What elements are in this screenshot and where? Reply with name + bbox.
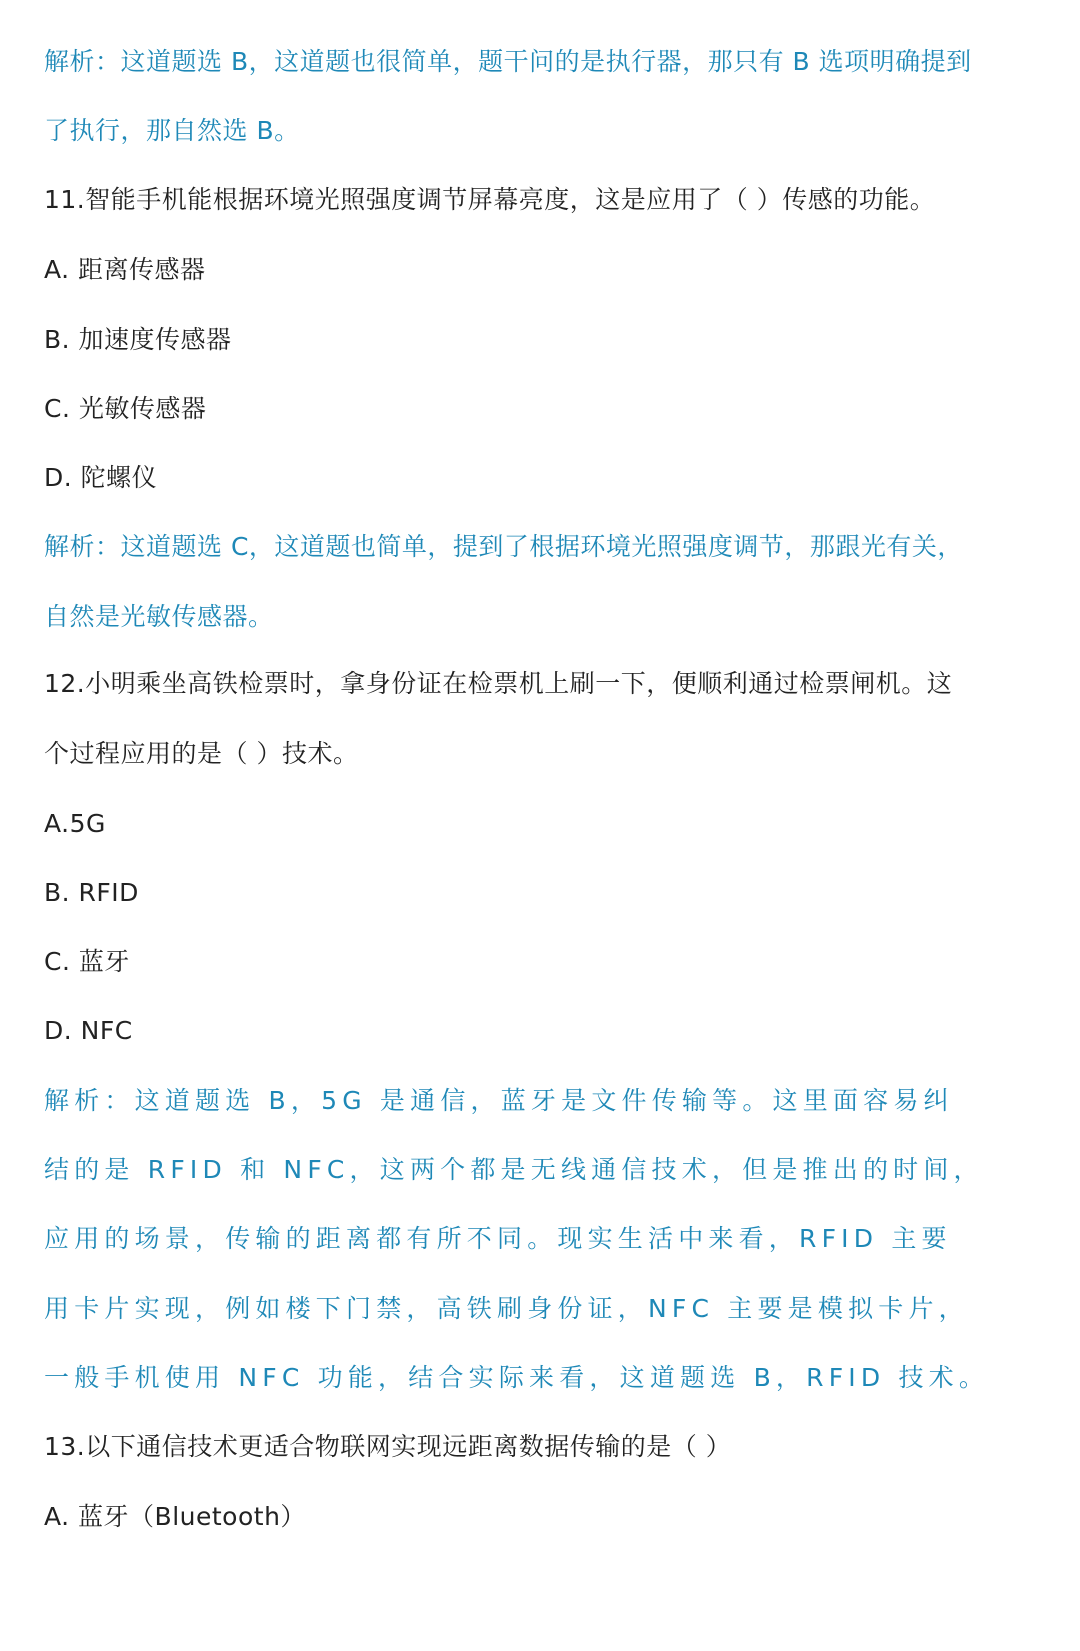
q13-question: 13.以下通信技术更适合物联网实现远距离数据传输的是（ ） [44,1432,732,1461]
q12-analysis-line-5: 一般手机使用 NFC 功能，结合实际来看，这道题选 B，RFID 技术。 [44,1363,990,1392]
q12-analysis-line-2: 结的是 RFID 和 NFC，这两个都是无线通信技术，但是推出的时间， [44,1155,984,1184]
q12-option-b: B. RFID [44,878,139,907]
q11-option-a: A. 距离传感器 [44,255,206,284]
q12-question-line-2: 个过程应用的是（ ）技术。 [44,739,359,768]
q10-analysis-line-2: 了执行，那自然选 B。 [44,116,300,145]
q13-option-a: A. 蓝牙（Bluetooth） [44,1502,306,1531]
q12-analysis-line-3: 应用的场景，传输的距离都有所不同。现实生活中来看，RFID 主要 [44,1224,952,1253]
q10-analysis-line-1: 解析：这道题选 B，这道题也很简单，题干问的是执行器，那只有 B 选项明确提到 [44,47,972,76]
q11-question: 11.智能手机能根据环境光照强度调节屏幕亮度，这是应用了（ ）传感的功能。 [44,185,936,214]
q11-analysis-line-2: 自然是光敏传感器。 [44,602,274,631]
q12-analysis-line-1: 解析：这道题选 B，5G 是通信，蓝牙是文件传输等。这里面容易纠 [44,1086,954,1115]
q12-option-a: A.5G [44,809,106,838]
q12-option-c: C. 蓝牙 [44,947,130,976]
q11-option-b: B. 加速度传感器 [44,325,232,354]
q12-option-d: D. NFC [44,1016,133,1045]
q12-analysis-line-4: 用卡片实现，例如楼下门禁，高铁刷身份证，NFC 主要是模拟卡片， [44,1294,969,1323]
q11-analysis-line-1: 解析：这道题选 C，这道题也简单，提到了根据环境光照强度调节，那跟光有关， [44,532,963,561]
q11-option-c: C. 光敏传感器 [44,394,207,423]
q12-question-line-1: 12.小明乘坐高铁检票时，拿身份证在检票机上刷一下，便顺利通过检票闸机。这 [44,669,953,698]
q11-option-d: D. 陀螺仪 [44,463,158,492]
